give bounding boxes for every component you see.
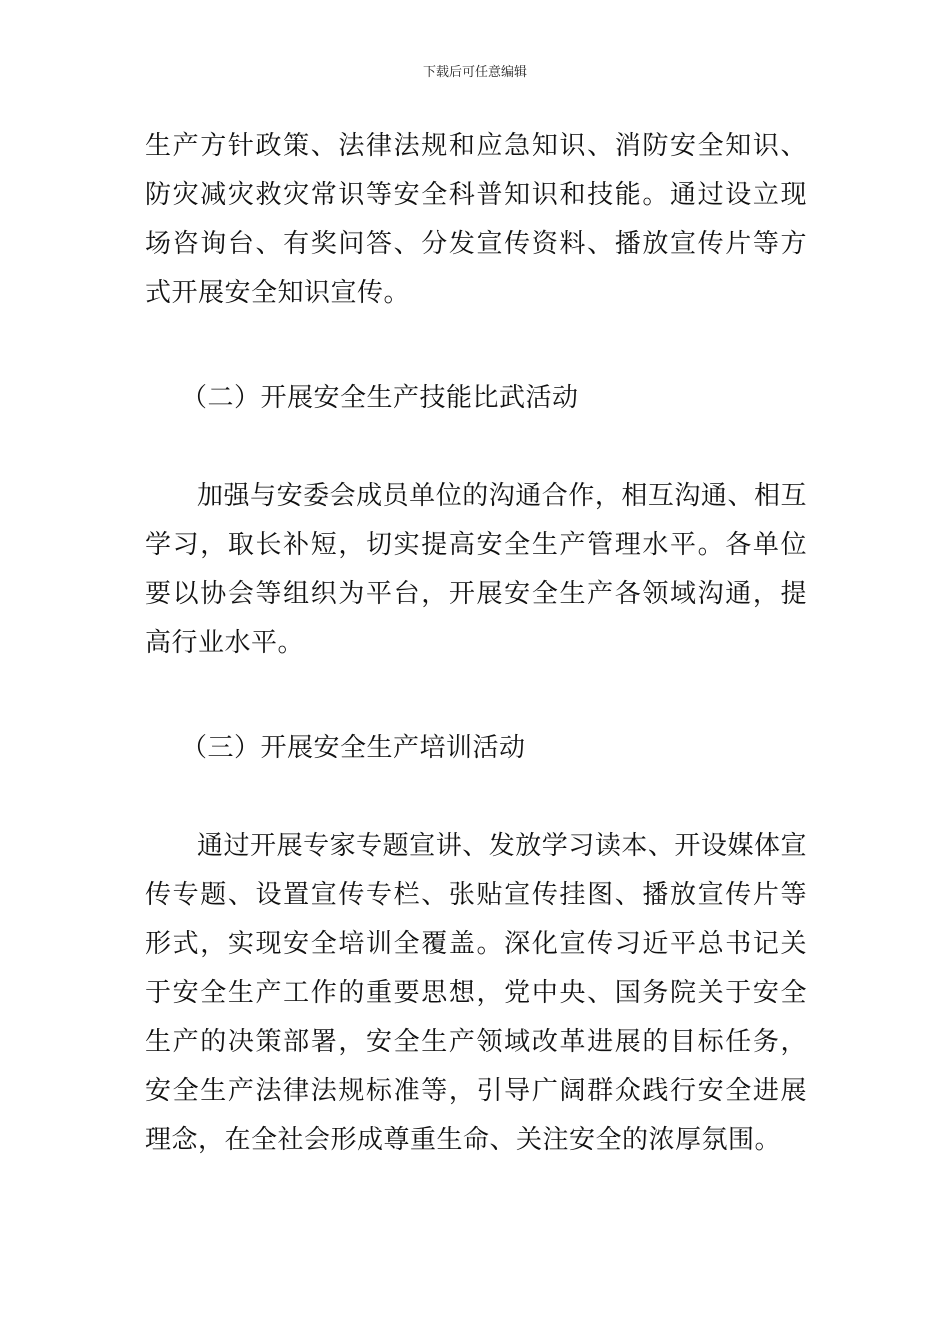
- section-heading-training: （三）开展安全生产培训活动: [181, 733, 526, 763]
- spacer: [145, 318, 807, 374]
- spacer: [145, 668, 807, 724]
- paragraph-cooperation: 加强与安委会成员单位的沟通合作，相互沟通、相互学习，取长补短，切实提高安全生产管理水平。各单位要以协会等组织为平台，开展安全生产各领域沟通，提高行业水平。: [145, 481, 807, 658]
- document-body: [145, 122, 807, 1165]
- paragraph-safety-knowledge: 生产方针政策、法律法规和应急知识、消防安全知识、防灾减灾救灾常识等安全科普知识和技能。通过设立现场咨询台、有奖问答、分发宣传资料、播放宣传片等方式开展安全知识宣传。: [145, 131, 807, 308]
- paragraph-training-coverage: 通过开展专家专题宣讲、发放学习读本、开设媒体宣传专题、设置宣传专栏、张贴宣传挂图、播放宣传片等形式，实现安全培训全覆盖。深化宣传习近平总书记关于安全生产工作的重要思想，党中央、国务院关于安全生产的决策部署，安全生产领域改革进展的目标任务，安全生产法律法规标准等，引导广阔群众践行安全进展理念，在全社会形成尊重生命、关注安全的浓厚氛围。: [145, 831, 807, 1155]
- spacer: [145, 773, 807, 822]
- spacer: [145, 423, 807, 472]
- section-heading-skills-competition: （二）开展安全生产技能比武活动: [181, 383, 579, 413]
- page-header-note: 下载后可任意编辑: [422, 65, 527, 80]
